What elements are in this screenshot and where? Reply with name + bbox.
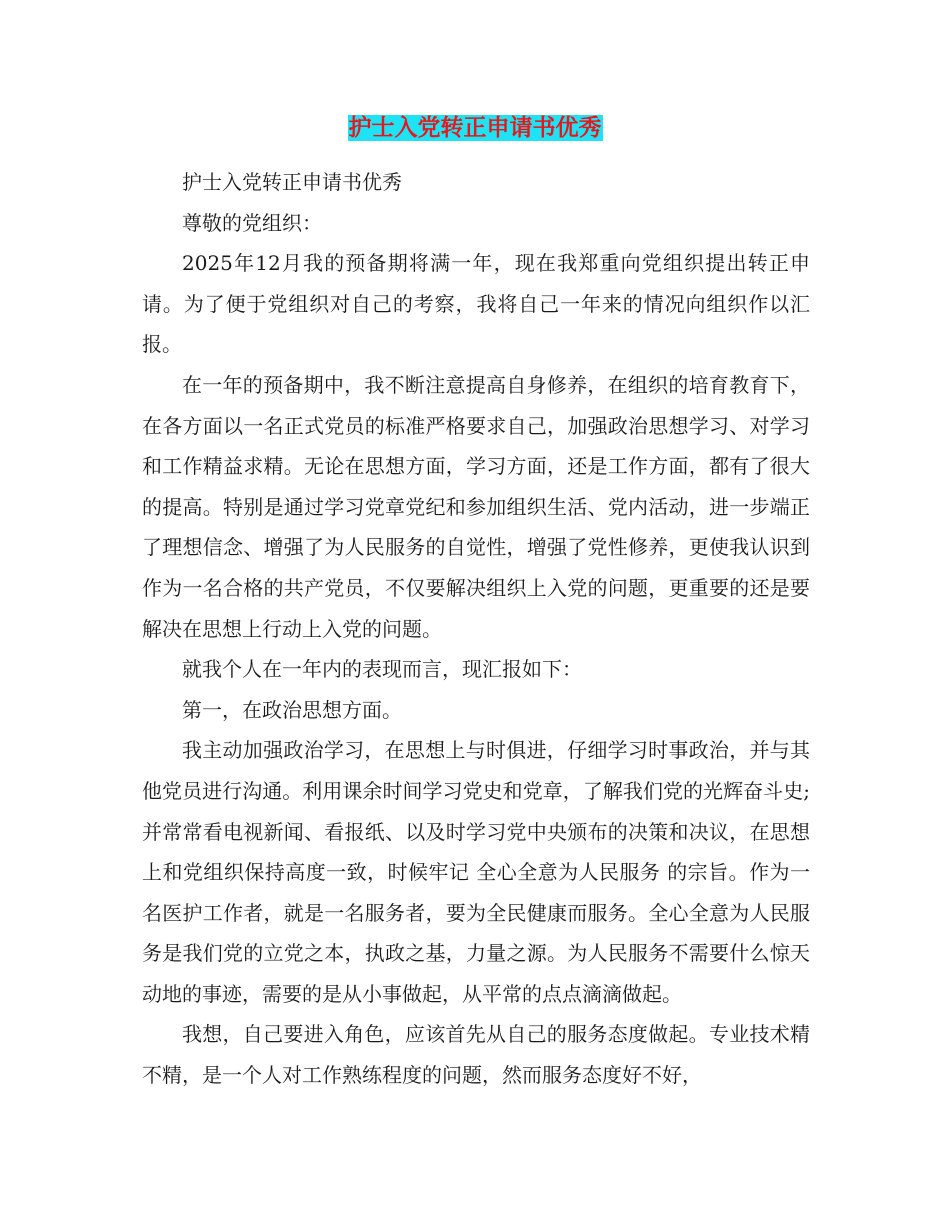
paragraph: 在一年的预备期中，我不断注意提高自身修养，在组织的培育教育下，在各方面以一名正式党员的标准严格要求自己，加强政治思想学习、对学习和工作精益求精。无论在思想方面，学习方面，还是工作方面，都有了很大的提高。特别是通过学习党章党纪和参加组织生活、党内活动，进一步端正了理想信念、增强了为人民服务的自觉性，增强了党性修养，更使我认识到作为一名合格的共产党员，不仅要解决组织上入党的问题，更重要的还是要解决在思想上行动上入党的问题。 (142, 372, 810, 641)
document-title (0, 112, 950, 144)
paragraph: 我主动加强政治学习，在思想上与时俱进，仔细学习时事政治，并与其他党员进行沟通。利用课余时间学习党史和党章，了解我们党的光辉奋斗史;并常常看电视新闻、看报纸、以及时学习党中央颁布的决策和决议，在思想上和党组织保持高度一致，时候牢记 全心全意为人民服务 的宗旨。作为一名医护工作者，就是一名服务者，要为全民健康而服务。全心全意为人民服务是我们党的立党之本，执政之基，力量之源。为人民服务不需要什么惊天动地的事迹，需要的是从小事做起，从平常的点点滴滴做起。 (142, 738, 810, 1006)
paragraph: 就我个人在一年内的表现而言，现汇报如下： (182, 657, 582, 682)
document-title-text: 护士入党转正申请书优秀 (348, 115, 602, 141)
paragraph: 我想，自己要进入角色，应该首先从自己的服务态度做起。专业技术精不精，是一个人对工作熟练程度的问题，然而服务态度好不好， (142, 1022, 810, 1088)
paragraph-section-heading: 第一，在政治思想方面。 (182, 697, 402, 722)
paragraph-salutation: 尊敬的党组织： (182, 210, 322, 235)
paragraph: 2025年12月我的预备期将满一年，现在我郑重向党组织提出转正申请。为了便于党组织对自己的考察，我将自己一年来的情况向组织作以汇报。 (142, 251, 810, 357)
document-body (142, 162, 810, 1096)
paragraph-subtitle: 护士入党转正申请书优秀 (182, 170, 402, 194)
